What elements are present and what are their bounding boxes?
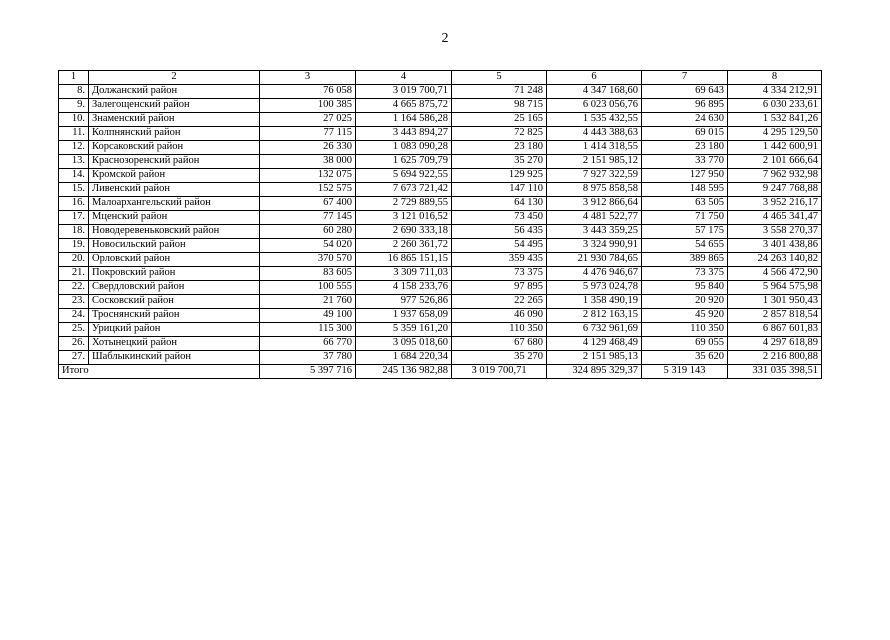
col6-cell: 4 476 946,67 — [547, 267, 642, 281]
col7-cell: 110 350 — [642, 323, 728, 337]
table-row — [59, 197, 822, 211]
col4-cell: 3 095 018,60 — [356, 337, 452, 351]
col4-cell: 1 684 220,34 — [356, 351, 452, 365]
col3-cell: 83 605 — [260, 267, 356, 281]
col4-cell: 5 694 922,55 — [356, 169, 452, 183]
col7-cell: 389 865 — [642, 253, 728, 267]
col5-cell: 46 090 — [452, 309, 547, 323]
district-name-cell: Залегощенский район — [89, 99, 260, 113]
col4-cell: 3 443 894,27 — [356, 127, 452, 141]
col4-cell: 1 625 709,79 — [356, 155, 452, 169]
district-name-cell: Колпнянский район — [89, 127, 260, 141]
col6-cell: 3 443 359,25 — [547, 225, 642, 239]
table-row — [59, 127, 822, 141]
col8-cell: 1 532 841,26 — [728, 113, 822, 127]
col5-cell: 35 270 — [452, 351, 547, 365]
col6-cell: 1 535 432,55 — [547, 113, 642, 127]
table-row — [59, 183, 822, 197]
district-name-cell: Мценский район — [89, 211, 260, 225]
table-row — [59, 281, 822, 295]
col5-cell: 129 925 — [452, 169, 547, 183]
col5-cell: 22 265 — [452, 295, 547, 309]
col6-cell: 6 732 961,69 — [547, 323, 642, 337]
col7-cell: 69 643 — [642, 85, 728, 99]
total-col7-cell: 5 319 143 — [642, 365, 728, 379]
col8-cell: 6 867 601,83 — [728, 323, 822, 337]
table-row — [59, 337, 822, 351]
col8-cell: 2 857 818,54 — [728, 309, 822, 323]
col7-cell: 33 770 — [642, 155, 728, 169]
col7-cell: 127 950 — [642, 169, 728, 183]
col8-cell: 5 964 575,98 — [728, 281, 822, 295]
col5-cell: 97 895 — [452, 281, 547, 295]
col7-cell: 73 375 — [642, 267, 728, 281]
total-col8-cell: 331 035 398,51 — [728, 365, 822, 379]
col8-cell: 4 297 618,89 — [728, 337, 822, 351]
col3-cell: 100 555 — [260, 281, 356, 295]
col8-cell: 3 401 438,86 — [728, 239, 822, 253]
col7-cell: 69 015 — [642, 127, 728, 141]
row-number-cell: 10. — [59, 113, 89, 127]
col6-cell: 3 912 866,64 — [547, 197, 642, 211]
row-number-cell: 19. — [59, 239, 89, 253]
row-number-cell: 26. — [59, 337, 89, 351]
col4-cell: 7 673 721,42 — [356, 183, 452, 197]
row-number-cell: 21. — [59, 267, 89, 281]
col3-cell: 77 115 — [260, 127, 356, 141]
header-cell: 2 — [89, 71, 260, 85]
col5-cell: 67 680 — [452, 337, 547, 351]
col3-cell: 27 025 — [260, 113, 356, 127]
col4-cell: 2 690 333,18 — [356, 225, 452, 239]
district-name-cell: Свердловский район — [89, 281, 260, 295]
col7-cell: 96 895 — [642, 99, 728, 113]
col5-cell: 71 248 — [452, 85, 547, 99]
col6-cell: 1 358 490,19 — [547, 295, 642, 309]
table-row — [59, 99, 822, 113]
col6-cell: 2 151 985,12 — [547, 155, 642, 169]
table-row — [59, 169, 822, 183]
col5-cell: 54 495 — [452, 239, 547, 253]
col7-cell: 20 920 — [642, 295, 728, 309]
col3-cell: 26 330 — [260, 141, 356, 155]
col8-cell: 9 247 768,88 — [728, 183, 822, 197]
col4-cell: 3 019 700,71 — [356, 85, 452, 99]
col3-cell: 152 575 — [260, 183, 356, 197]
col7-cell: 71 750 — [642, 211, 728, 225]
row-number-cell: 18. — [59, 225, 89, 239]
district-name-cell: Хотынецкий район — [89, 337, 260, 351]
row-number-cell: 9. — [59, 99, 89, 113]
col5-cell: 35 270 — [452, 155, 547, 169]
col5-cell: 73 450 — [452, 211, 547, 225]
district-name-cell: Новодеревеньковский район — [89, 225, 260, 239]
col3-cell: 49 100 — [260, 309, 356, 323]
district-name-cell: Должанский район — [89, 85, 260, 99]
col5-cell: 73 375 — [452, 267, 547, 281]
col4-cell: 1 937 658,09 — [356, 309, 452, 323]
col6-cell: 4 481 522,77 — [547, 211, 642, 225]
col6-cell: 1 414 318,55 — [547, 141, 642, 155]
col6-cell: 7 927 322,59 — [547, 169, 642, 183]
col4-cell: 3 121 016,52 — [356, 211, 452, 225]
row-number-cell: 22. — [59, 281, 89, 295]
col8-cell: 3 558 270,37 — [728, 225, 822, 239]
col4-cell: 5 359 161,20 — [356, 323, 452, 337]
page-number: 2 — [441, 31, 449, 46]
table-row — [59, 351, 822, 365]
col8-cell: 2 101 666,64 — [728, 155, 822, 169]
district-name-cell: Шаблыкинский район — [89, 351, 260, 365]
col7-cell: 45 920 — [642, 309, 728, 323]
row-number-cell: 12. — [59, 141, 89, 155]
col8-cell: 3 952 216,17 — [728, 197, 822, 211]
allocation-table — [58, 70, 822, 379]
col7-cell: 69 055 — [642, 337, 728, 351]
col4-cell: 2 729 889,55 — [356, 197, 452, 211]
col7-cell: 148 595 — [642, 183, 728, 197]
col6-cell: 4 443 388,63 — [547, 127, 642, 141]
table-row — [59, 253, 822, 267]
total-col6-cell: 324 895 329,37 — [547, 365, 642, 379]
row-number-cell: 8. — [59, 85, 89, 99]
col4-cell: 4 158 233,76 — [356, 281, 452, 295]
row-number-cell: 14. — [59, 169, 89, 183]
col3-cell: 100 385 — [260, 99, 356, 113]
col6-cell: 2 151 985,13 — [547, 351, 642, 365]
col3-cell: 76 058 — [260, 85, 356, 99]
col4-cell: 1 083 090,28 — [356, 141, 452, 155]
table-row — [59, 239, 822, 253]
table-row — [59, 267, 822, 281]
row-number-cell: 24. — [59, 309, 89, 323]
district-name-cell: Урицкий район — [89, 323, 260, 337]
district-name-cell: Покровский район — [89, 267, 260, 281]
district-name-cell: Ливенский район — [89, 183, 260, 197]
col7-cell: 57 175 — [642, 225, 728, 239]
district-name-cell: Сосковский район — [89, 295, 260, 309]
district-name-cell: Орловский район — [89, 253, 260, 267]
col8-cell: 7 962 932,98 — [728, 169, 822, 183]
col6-cell: 21 930 784,65 — [547, 253, 642, 267]
col7-cell: 23 180 — [642, 141, 728, 155]
header-cell: 5 — [452, 71, 547, 85]
row-number-cell: 13. — [59, 155, 89, 169]
col8-cell: 24 263 140,82 — [728, 253, 822, 267]
row-number-cell: 16. — [59, 197, 89, 211]
col4-cell: 977 526,86 — [356, 295, 452, 309]
col5-cell: 147 110 — [452, 183, 547, 197]
col7-cell: 24 630 — [642, 113, 728, 127]
col6-cell: 2 812 163,15 — [547, 309, 642, 323]
row-number-cell: 27. — [59, 351, 89, 365]
col5-cell: 110 350 — [452, 323, 547, 337]
col4-cell: 1 164 586,28 — [356, 113, 452, 127]
row-number-cell: 15. — [59, 183, 89, 197]
col8-cell: 4 566 472,90 — [728, 267, 822, 281]
col8-cell: 1 301 950,43 — [728, 295, 822, 309]
col6-cell: 3 324 990,91 — [547, 239, 642, 253]
col6-cell: 6 023 056,76 — [547, 99, 642, 113]
total-col4-cell: 245 136 982,88 — [356, 365, 452, 379]
col3-cell: 77 145 — [260, 211, 356, 225]
col4-cell: 2 260 361,72 — [356, 239, 452, 253]
total-label-cell: Итого — [59, 365, 260, 379]
col5-cell: 359 435 — [452, 253, 547, 267]
col3-cell: 370 570 — [260, 253, 356, 267]
col3-cell: 54 020 — [260, 239, 356, 253]
col6-cell: 5 973 024,78 — [547, 281, 642, 295]
col5-cell: 56 435 — [452, 225, 547, 239]
district-name-cell: Новосильский район — [89, 239, 260, 253]
table-row — [59, 211, 822, 225]
col6-cell: 8 975 858,58 — [547, 183, 642, 197]
col5-cell: 98 715 — [452, 99, 547, 113]
col3-cell: 60 280 — [260, 225, 356, 239]
table-row — [59, 295, 822, 309]
row-number-cell: 25. — [59, 323, 89, 337]
header-cell: 3 — [260, 71, 356, 85]
col5-cell: 23 180 — [452, 141, 547, 155]
district-name-cell: Кромской район — [89, 169, 260, 183]
col5-cell: 72 825 — [452, 127, 547, 141]
table-header-row — [59, 71, 822, 85]
col6-cell: 4 347 168,60 — [547, 85, 642, 99]
table-row — [59, 141, 822, 155]
col3-cell: 132 075 — [260, 169, 356, 183]
col4-cell: 16 865 151,15 — [356, 253, 452, 267]
col3-cell: 21 760 — [260, 295, 356, 309]
table-row — [59, 323, 822, 337]
col8-cell: 2 216 800,88 — [728, 351, 822, 365]
col7-cell: 63 505 — [642, 197, 728, 211]
district-name-cell: Корсаковский район — [89, 141, 260, 155]
col7-cell: 54 655 — [642, 239, 728, 253]
row-number-cell: 17. — [59, 211, 89, 225]
col7-cell: 35 620 — [642, 351, 728, 365]
header-cell: 4 — [356, 71, 452, 85]
district-name-cell: Краснозоренский район — [89, 155, 260, 169]
col3-cell: 115 300 — [260, 323, 356, 337]
total-col5-cell: 3 019 700,71 — [452, 365, 547, 379]
col4-cell: 3 309 711,03 — [356, 267, 452, 281]
col3-cell: 67 400 — [260, 197, 356, 211]
col4-cell: 4 665 875,72 — [356, 99, 452, 113]
col5-cell: 25 165 — [452, 113, 547, 127]
col8-cell: 4 295 129,50 — [728, 127, 822, 141]
table-row — [59, 85, 822, 99]
col7-cell: 95 840 — [642, 281, 728, 295]
header-cell: 1 — [59, 71, 89, 85]
table-row — [59, 113, 822, 127]
total-row — [59, 365, 822, 379]
header-cell: 7 — [642, 71, 728, 85]
col8-cell: 4 465 341,47 — [728, 211, 822, 225]
col6-cell: 4 129 468,49 — [547, 337, 642, 351]
col8-cell: 1 442 600,91 — [728, 141, 822, 155]
table-row — [59, 155, 822, 169]
col3-cell: 38 000 — [260, 155, 356, 169]
col8-cell: 6 030 233,61 — [728, 99, 822, 113]
header-cell: 8 — [728, 71, 822, 85]
header-cell: 6 — [547, 71, 642, 85]
row-number-cell: 11. — [59, 127, 89, 141]
col8-cell: 4 334 212,91 — [728, 85, 822, 99]
col5-cell: 64 130 — [452, 197, 547, 211]
district-name-cell: Малоархангельский район — [89, 197, 260, 211]
row-number-cell: 20. — [59, 253, 89, 267]
col3-cell: 37 780 — [260, 351, 356, 365]
table-row — [59, 309, 822, 323]
total-col3-cell: 5 397 716 — [260, 365, 356, 379]
col3-cell: 66 770 — [260, 337, 356, 351]
district-name-cell: Троснянский район — [89, 309, 260, 323]
district-name-cell: Знаменский район — [89, 113, 260, 127]
table-row — [59, 225, 822, 239]
row-number-cell: 23. — [59, 295, 89, 309]
